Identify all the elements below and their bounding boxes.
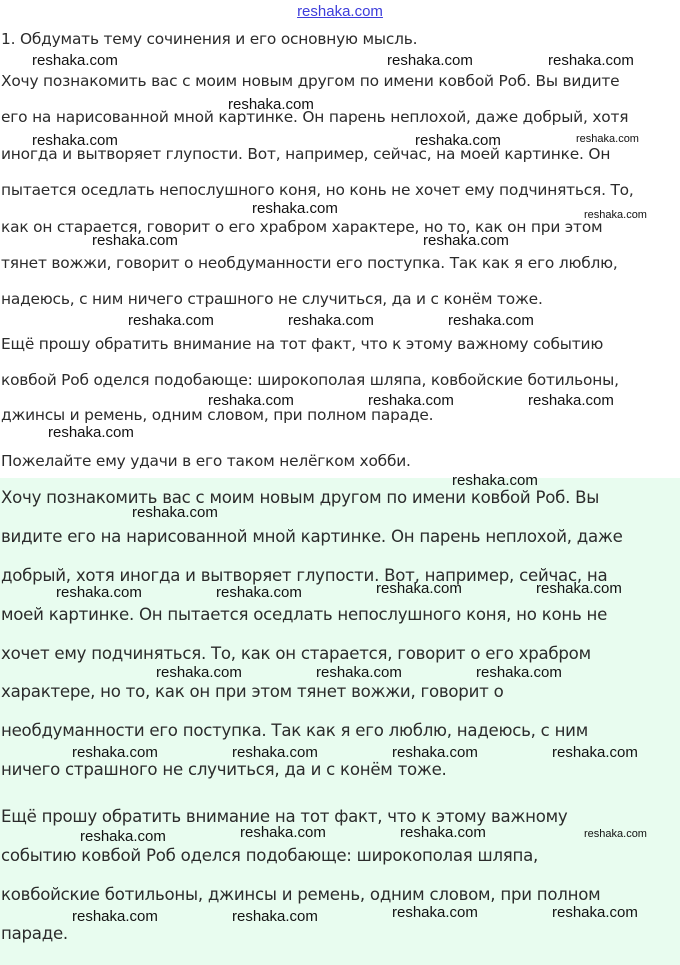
essay-line: характере, но то, как он при этом тянет вожжи, говорит о: [1, 682, 504, 701]
plan-line: ковбой Роб оделся подобающе: широкополая шляпа, ковбойские ботильоны,: [1, 371, 619, 389]
watermark: reshaka.com: [228, 96, 314, 113]
watermark: reshaka.com: [72, 908, 158, 925]
watermark: reshaka.com: [32, 132, 118, 149]
plan-line: 1. Обдумать тему сочинения и его основную мысль.: [1, 30, 418, 48]
watermark: reshaka.com: [576, 133, 639, 145]
watermark: reshaka.com: [423, 232, 509, 249]
plan-line: пытается оседлать непослушного коня, но конь не хочет ему подчиняться. То,: [1, 181, 634, 199]
watermark: reshaka.com: [368, 392, 454, 409]
essay-line: хочет ему подчиняться. То, как он старается, говорит о его храбром: [1, 644, 591, 663]
plan-line: Хочу познакомить вас с моим новым другом по имени ковбой Роб. Вы видите: [1, 72, 620, 90]
plan-line: как он старается, говорит о его храбром характере, но то, как он при этом: [1, 218, 603, 236]
watermark: reshaka.com: [552, 744, 638, 761]
watermark: reshaka.com: [80, 828, 166, 845]
plan-line: Ещё прошу обратить внимание на тот факт, что к этому важному событию: [1, 335, 604, 353]
essay-line: добрый, хотя иногда и вытворяет глупости. Вот, например, сейчас, на: [1, 566, 608, 585]
essay-line: Ещё прошу обратить внимание на тот факт, что к этому важному: [1, 807, 568, 826]
watermark: reshaka.com: [252, 200, 338, 217]
watermark: reshaka.com: [552, 904, 638, 921]
essay-line: ковбойские ботильоны, джинсы и ремень, одним словом, при полном: [1, 885, 601, 904]
watermark: reshaka.com: [392, 904, 478, 921]
watermark: reshaka.com: [387, 52, 473, 69]
essay-line: параде.: [1, 924, 68, 943]
essay-line: ничего страшного не случиться, да и с конём тоже.: [1, 760, 447, 779]
watermark: reshaka.com: [448, 312, 534, 329]
watermark: reshaka.com: [528, 392, 614, 409]
essay-line: необдуманности его поступка. Так как я его люблю, надеюсь, с ним: [1, 721, 588, 740]
essay-line: событию ковбой Роб оделся подобающе: широкополая шляпа,: [1, 846, 539, 865]
watermark: reshaka.com: [548, 52, 634, 69]
watermark: reshaka.com: [536, 580, 622, 597]
plan-line: иногда и вытворяет глупости. Вот, например, сейчас, на моей картинке. Он: [1, 145, 611, 163]
site-link[interactable]: reshaka.com: [297, 3, 383, 20]
watermark: reshaka.com: [48, 424, 134, 441]
watermark: reshaka.com: [232, 908, 318, 925]
watermark: reshaka.com: [232, 744, 318, 761]
plan-line: надеюсь, с ним ничего страшного не случиться, да и с конём тоже.: [1, 290, 543, 308]
watermark: reshaka.com: [376, 580, 462, 597]
essay-line: Хочу познакомить вас с моим новым другом по имени ковбой Роб. Вы: [1, 488, 600, 507]
watermark: reshaka.com: [132, 504, 218, 521]
plan-line: Пожелайте ему удачи в его таком нелёгком хобби.: [1, 452, 411, 470]
essay-line: моей картинке. Он пытается оседлать непослушного коня, но конь не: [1, 605, 608, 624]
watermark: reshaka.com: [240, 824, 326, 841]
watermark: reshaka.com: [415, 132, 501, 149]
plan-line: тянет вожжи, говорит о необдуманности его поступка. Так как я его люблю,: [1, 254, 618, 272]
essay-line: видите его на нарисованной мной картинке. Он парень неплохой, даже: [1, 527, 623, 546]
watermark: reshaka.com: [452, 472, 538, 489]
plan-line: его на нарисованной мной картинке. Он парень неплохой, даже добрый, хотя: [1, 108, 629, 126]
watermark: reshaka.com: [400, 824, 486, 841]
watermark: reshaka.com: [156, 664, 242, 681]
watermark: reshaka.com: [584, 209, 647, 221]
plan-line: джинсы и ремень, одним словом, при полном параде.: [1, 406, 434, 424]
watermark: reshaka.com: [208, 392, 294, 409]
watermark: reshaka.com: [92, 232, 178, 249]
watermark: reshaka.com: [32, 52, 118, 69]
watermark: reshaka.com: [316, 664, 402, 681]
watermark: reshaka.com: [216, 584, 302, 601]
watermark: reshaka.com: [56, 584, 142, 601]
watermark: reshaka.com: [72, 744, 158, 761]
watermark: reshaka.com: [288, 312, 374, 329]
watermark: reshaka.com: [476, 664, 562, 681]
watermark: reshaka.com: [584, 828, 647, 840]
watermark: reshaka.com: [392, 744, 478, 761]
watermark: reshaka.com: [128, 312, 214, 329]
